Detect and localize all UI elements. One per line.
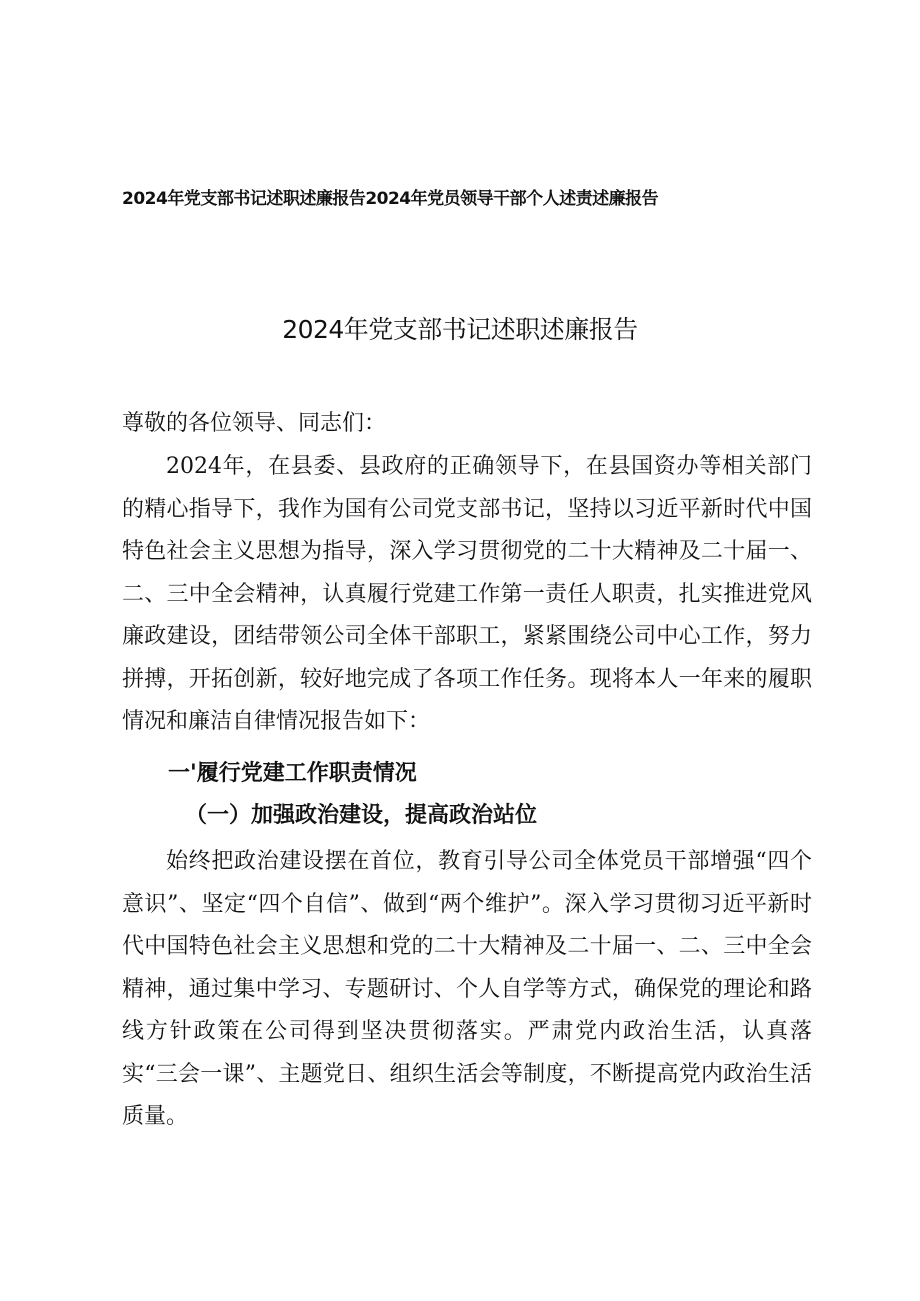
- intro-paragraph: 2024年，在县委、县政府的正确领导下，在县国资办等相关部门的精心指导下，我作为国有公司党支部书记，坚持以习近平新时代中国特色社会主义思想为指导，深入学习贯彻党的二十大精神及二十届一、二、三中全会精神，认真履行党建工作第一责任人职责，扎实推进党风廉政建设，团结带领公司全体干部职工，紧紧围绕公司中心工作，努力拼搏，开拓创新，较好地完成了各项工作任务。现将本人一年来的履职情况和廉洁自律情况报告如下：: [122, 454, 812, 734]
- salutation: 尊敬的各位领导、同志们：: [122, 411, 387, 436]
- document-title: 2024年党支部书记述职述廉报告: [282, 315, 638, 344]
- body-paragraph: 始终把政治建设摆在首位，教育引导公司全体党员干部增强“四个意识”、坚定“四个自信”、做到“两个维护”。深入学习贯彻习近平新时代中国特色社会主义思想和党的二十大精神及二十届一、二、三中全会精神，通过集中学习、专题研讨、个人自学等方式，确保党的理论和路线方针政策在公司得到坚决贯彻落实。严肃党内政治生活，认真落实“三会一课”、主题党日、组织生活会等制度，不断提高党内政治生活质量。: [122, 849, 812, 1129]
- section-heading: 一'履行党建工作职责情况: [168, 760, 417, 786]
- subsection-heading: （一）加强政治建设，提高政治站位: [185, 802, 538, 828]
- document-header-line: 2024年党支部书记述职述廉报告2024年党员领导干部个人述责述廉报告: [122, 189, 659, 209]
